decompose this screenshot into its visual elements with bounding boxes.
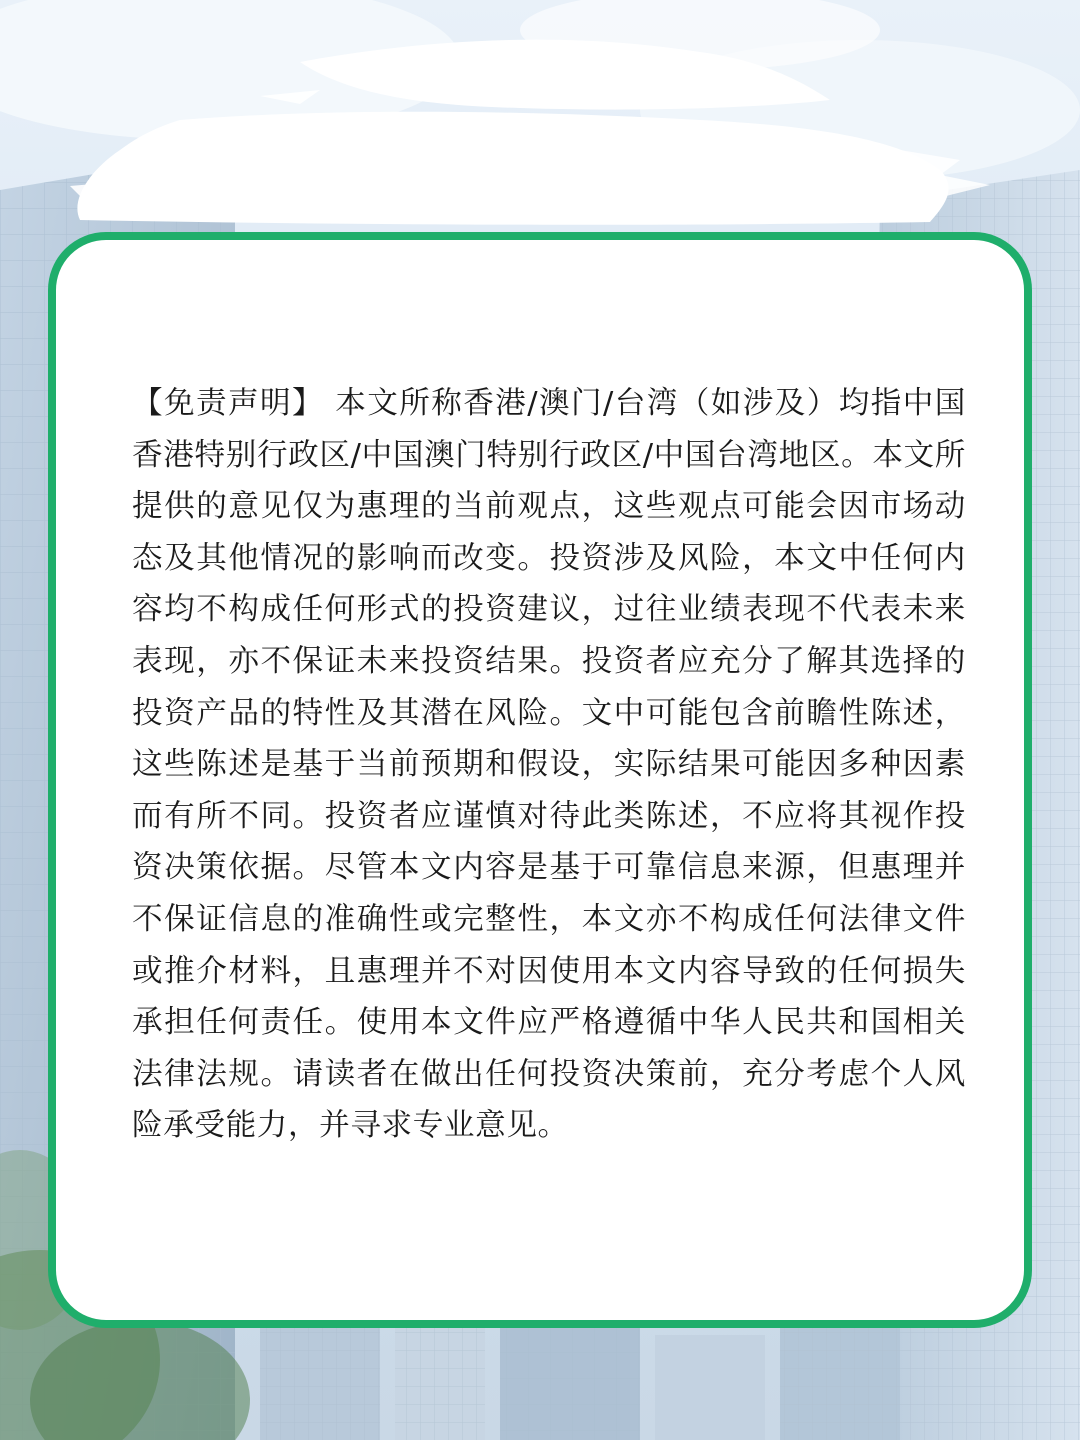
- disclaimer-text: 【免责声明】 本文所称香港/澳门/台湾（如涉及）均指中国香港特别行政区/中国澳门特别行政区/中国台湾地区。本文所提供的意见仅为惠理的当前观点，这些观点可能会因市场动态及其他情况的影响而改变。投资涉及风险，本文中任何内容均不构成任何形式的投资建议，过往业绩表现不代表未来表现，亦不保证未来投资结果。投资者应充分了解其选择的投资产品的特性及其潜在风险。文中可能包含前瞻性陈述，这些陈述是基于当前预期和假设，实际结果可能因多种因素而有所不同。投资者应谨慎对待此类陈述，不应将其视作投资决策依据。尽管本文内容是基于可靠信息来源，但惠理并不保证信息的准确性或完整性，本文亦不构成任何法律文件或推介材料，且惠理并不对因使用本文内容导致的任何损失承担任何责任。使用本文件应严格遵循中华人民共和国相关法律法规。请读者在做出任何投资决策前，充分考虑个人风险承受能力，并寻求专业意见。: [132, 386, 966, 1144]
- disclaimer-card: [48, 232, 1032, 1328]
